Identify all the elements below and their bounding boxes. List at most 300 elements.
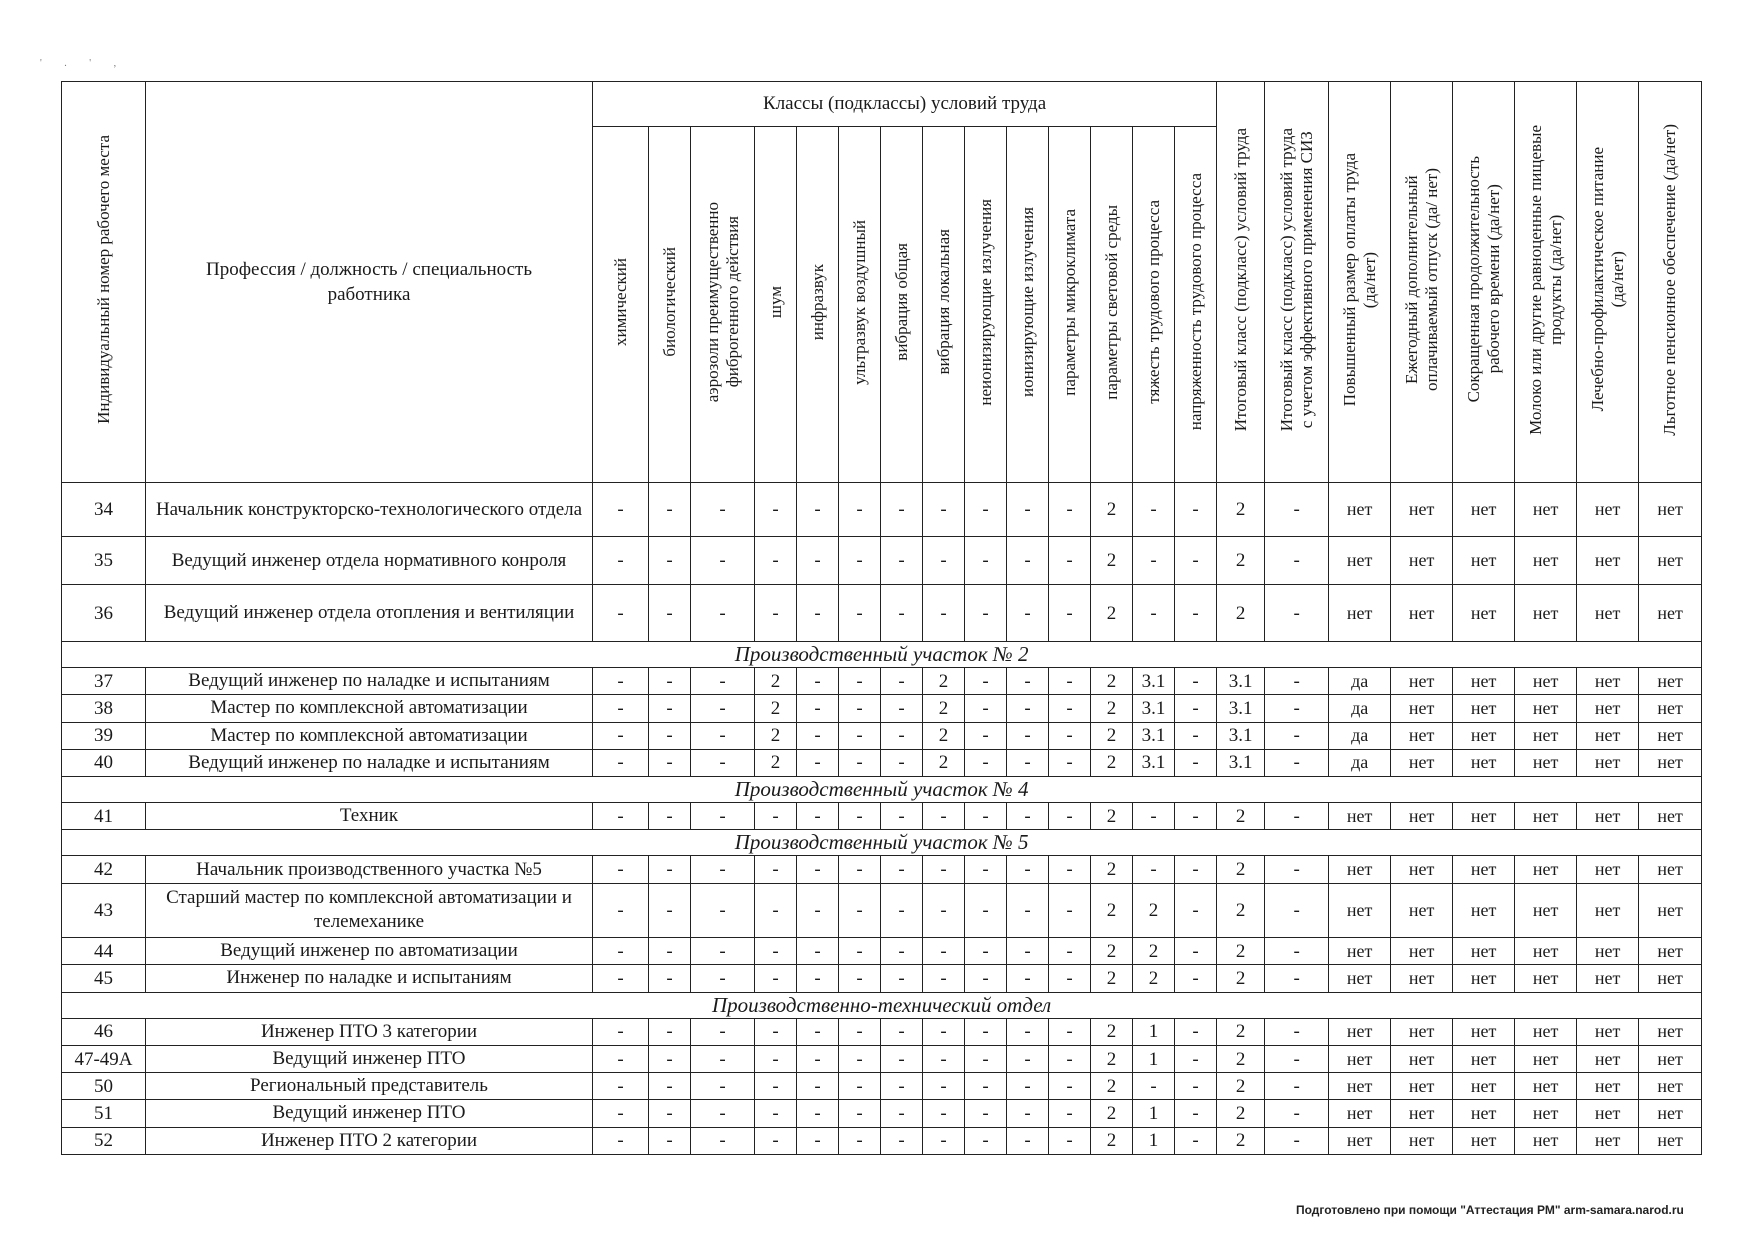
section-title: Производственный участок № 4: [62, 777, 1702, 803]
factor-class-cell: -: [965, 695, 1007, 722]
guarantee-cell: нет: [1577, 883, 1639, 937]
factor-class-cell: -: [923, 803, 965, 830]
row-number: 46: [62, 1018, 146, 1045]
factor-class-cell: 3.1: [1133, 722, 1175, 749]
total-siz-cell: -: [1265, 803, 1329, 830]
header-profession: Профессия / должность / специальность работника: [146, 82, 593, 483]
header-factor-12: тяжесть трудового процесса: [1133, 127, 1175, 483]
factor-class-cell: -: [923, 856, 965, 883]
factor-class-cell: 2: [755, 749, 797, 776]
factor-class-cell: -: [649, 938, 691, 965]
guarantee-cell: да: [1329, 695, 1391, 722]
factor-class-cell: -: [755, 883, 797, 937]
total-siz-cell: -: [1265, 938, 1329, 965]
row-profession: Региональный представитель: [146, 1073, 593, 1100]
factor-class-cell: -: [1133, 537, 1175, 585]
guarantee-cell: нет: [1639, 668, 1702, 695]
total-siz-cell: -: [1265, 883, 1329, 937]
row-profession: Мастер по комплексной автоматизации: [146, 722, 593, 749]
guarantee-cell: нет: [1453, 483, 1515, 537]
factor-class-cell: -: [923, 537, 965, 585]
factor-class-cell: -: [923, 938, 965, 965]
factor-class-cell: -: [593, 722, 649, 749]
factor-class-cell: -: [1175, 695, 1217, 722]
guarantee-cell: нет: [1391, 965, 1453, 992]
table-row: [62, 722, 1702, 749]
factor-class-cell: -: [839, 1045, 881, 1072]
guarantee-cell: нет: [1639, 803, 1702, 830]
total-siz-cell: -: [1265, 585, 1329, 642]
factor-class-cell: -: [593, 695, 649, 722]
guarantee-cell: да: [1329, 749, 1391, 776]
factor-class-cell: -: [1049, 965, 1091, 992]
factor-class-cell: -: [593, 749, 649, 776]
header-factor-11: параметры световой среды: [1091, 127, 1133, 483]
guarantee-cell: нет: [1515, 1045, 1577, 1072]
guarantee-cell: нет: [1639, 1127, 1702, 1154]
header-classes-group: Классы (подклассы) условий труда: [593, 82, 1217, 127]
factor-class-cell: -: [691, 965, 755, 992]
total-class-cell: 2: [1217, 803, 1265, 830]
factor-class-cell: -: [1175, 1073, 1217, 1100]
guarantee-cell: нет: [1577, 695, 1639, 722]
factor-class-cell: -: [1007, 585, 1049, 642]
guarantee-cell: нет: [1515, 537, 1577, 585]
guarantee-cell: нет: [1453, 938, 1515, 965]
guarantee-cell: нет: [1329, 803, 1391, 830]
factor-class-cell: -: [755, 1127, 797, 1154]
total-class-cell: 2: [1217, 938, 1265, 965]
guarantee-cell: нет: [1453, 537, 1515, 585]
factor-class-cell: -: [593, 965, 649, 992]
total-class-cell: 2: [1217, 883, 1265, 937]
factor-class-cell: -: [1007, 1127, 1049, 1154]
guarantee-cell: нет: [1391, 856, 1453, 883]
row-profession: Инженер ПТО 2 категории: [146, 1127, 593, 1154]
factor-class-cell: -: [839, 965, 881, 992]
guarantee-cell: нет: [1391, 1073, 1453, 1100]
factor-class-cell: 2: [1133, 883, 1175, 937]
factor-class-cell: -: [881, 749, 923, 776]
guarantee-cell: нет: [1515, 749, 1577, 776]
factor-class-cell: -: [593, 1073, 649, 1100]
factor-class-cell: -: [649, 883, 691, 937]
factor-class-cell: -: [691, 483, 755, 537]
guarantee-cell: нет: [1453, 695, 1515, 722]
guarantee-cell: нет: [1639, 856, 1702, 883]
factor-class-cell: -: [1049, 883, 1091, 937]
guarantee-cell: нет: [1329, 537, 1391, 585]
row-profession: Ведущий инженер ПТО: [146, 1100, 593, 1127]
table-row: [62, 483, 1702, 537]
guarantee-cell: нет: [1577, 856, 1639, 883]
factor-class-cell: 2: [1091, 856, 1133, 883]
header-guarantee-1: Ежегодный дополнительный оплачиваемый отпуск (да/ нет): [1391, 82, 1453, 483]
total-siz-cell: -: [1265, 483, 1329, 537]
factor-class-cell: -: [593, 1018, 649, 1045]
factor-class-cell: -: [881, 883, 923, 937]
factor-class-cell: -: [1049, 1127, 1091, 1154]
factor-class-cell: -: [797, 1073, 839, 1100]
row-number: 38: [62, 695, 146, 722]
header-total-siz: Итоговый класс (подкласс) условий труда с учетом эффективного применения СИЗ: [1265, 82, 1329, 483]
header-factor-5: ультразвук воздушный: [839, 127, 881, 483]
factor-class-cell: -: [923, 1100, 965, 1127]
factor-class-cell: -: [839, 695, 881, 722]
factor-class-cell: -: [1049, 1100, 1091, 1127]
guarantee-cell: нет: [1515, 585, 1577, 642]
factor-class-cell: -: [1049, 1045, 1091, 1072]
factor-class-cell: -: [649, 1073, 691, 1100]
factor-class-cell: -: [1175, 668, 1217, 695]
factor-class-cell: -: [755, 965, 797, 992]
factor-class-cell: 2: [755, 722, 797, 749]
footer-note: Подготовлено при помощи "Аттестация РМ" arm-samara.narod.ru: [1296, 1203, 1684, 1217]
guarantee-cell: нет: [1515, 1100, 1577, 1127]
factor-class-cell: -: [1049, 585, 1091, 642]
guarantee-cell: нет: [1639, 749, 1702, 776]
factor-class-cell: -: [881, 483, 923, 537]
row-number: 39: [62, 722, 146, 749]
factor-class-cell: -: [691, 585, 755, 642]
factor-class-cell: -: [923, 483, 965, 537]
guarantee-cell: нет: [1577, 722, 1639, 749]
factor-class-cell: -: [839, 668, 881, 695]
factor-class-cell: -: [839, 883, 881, 937]
guarantee-cell: нет: [1453, 668, 1515, 695]
table-row: [62, 1073, 1702, 1100]
factor-class-cell: -: [1175, 803, 1217, 830]
guarantee-cell: да: [1329, 722, 1391, 749]
factor-class-cell: -: [839, 1018, 881, 1045]
factor-class-cell: -: [1175, 1018, 1217, 1045]
factor-class-cell: -: [593, 1100, 649, 1127]
factor-class-cell: -: [965, 537, 1007, 585]
factor-class-cell: 2: [1091, 1018, 1133, 1045]
scan-marks: ' . ' ,: [40, 58, 127, 69]
factor-class-cell: -: [923, 585, 965, 642]
guarantee-cell: нет: [1577, 668, 1639, 695]
factor-class-cell: -: [881, 537, 923, 585]
guarantee-cell: нет: [1453, 749, 1515, 776]
factor-class-cell: -: [1175, 883, 1217, 937]
working-conditions-table: [61, 81, 1702, 1155]
guarantee-cell: нет: [1391, 749, 1453, 776]
guarantee-cell: нет: [1391, 483, 1453, 537]
total-class-cell: 2: [1217, 483, 1265, 537]
factor-class-cell: -: [1175, 749, 1217, 776]
factor-class-cell: -: [593, 585, 649, 642]
factor-class-cell: -: [649, 585, 691, 642]
guarantee-cell: да: [1329, 668, 1391, 695]
factor-class-cell: -: [755, 585, 797, 642]
guarantee-cell: нет: [1639, 938, 1702, 965]
guarantee-cell: нет: [1577, 1045, 1639, 1072]
factor-class-cell: 2: [1133, 938, 1175, 965]
guarantee-cell: нет: [1577, 1100, 1639, 1127]
factor-class-cell: -: [965, 668, 1007, 695]
factor-class-cell: -: [1175, 965, 1217, 992]
total-siz-cell: -: [1265, 1045, 1329, 1072]
factor-class-cell: -: [1007, 668, 1049, 695]
guarantee-cell: нет: [1391, 585, 1453, 642]
factor-class-cell: -: [593, 483, 649, 537]
factor-class-cell: -: [965, 883, 1007, 937]
row-number: 40: [62, 749, 146, 776]
total-siz-cell: -: [1265, 1073, 1329, 1100]
total-class-cell: 2: [1217, 1018, 1265, 1045]
guarantee-cell: нет: [1639, 883, 1702, 937]
header-factor-2: аэрозоли преимущественно фиброгенного действия: [691, 127, 755, 483]
factor-class-cell: -: [755, 803, 797, 830]
factor-class-cell: 2: [1091, 483, 1133, 537]
factor-class-cell: -: [1175, 856, 1217, 883]
guarantee-cell: нет: [1577, 938, 1639, 965]
factor-class-cell: -: [755, 1073, 797, 1100]
factor-class-cell: -: [881, 1127, 923, 1154]
factor-class-cell: -: [1133, 803, 1175, 830]
guarantee-cell: нет: [1391, 537, 1453, 585]
header-factor-13: напряженность трудового процесса: [1175, 127, 1217, 483]
factor-class-cell: -: [881, 1100, 923, 1127]
guarantee-cell: нет: [1329, 1045, 1391, 1072]
factor-class-cell: -: [1007, 856, 1049, 883]
total-siz-cell: -: [1265, 1100, 1329, 1127]
factor-class-cell: -: [797, 722, 839, 749]
factor-class-cell: -: [1007, 1045, 1049, 1072]
factor-class-cell: -: [881, 1045, 923, 1072]
guarantee-cell: нет: [1329, 585, 1391, 642]
factor-class-cell: -: [1007, 749, 1049, 776]
factor-class-cell: -: [1133, 585, 1175, 642]
total-class-cell: 2: [1217, 1127, 1265, 1154]
factor-class-cell: -: [691, 749, 755, 776]
factor-class-cell: -: [797, 1018, 839, 1045]
factor-class-cell: -: [965, 749, 1007, 776]
factor-class-cell: -: [755, 1018, 797, 1045]
factor-class-cell: -: [797, 695, 839, 722]
factor-class-cell: -: [1007, 695, 1049, 722]
factor-class-cell: -: [691, 1100, 755, 1127]
row-profession: Начальник конструкторско-технологического отдела: [146, 483, 593, 537]
total-class-cell: 3.1: [1217, 722, 1265, 749]
total-siz-cell: -: [1265, 856, 1329, 883]
guarantee-cell: нет: [1329, 1127, 1391, 1154]
factor-class-cell: -: [691, 1073, 755, 1100]
factor-class-cell: -: [1007, 1073, 1049, 1100]
factor-class-cell: -: [1133, 1073, 1175, 1100]
section-row: [62, 777, 1702, 803]
row-number: 51: [62, 1100, 146, 1127]
guarantee-cell: нет: [1391, 1018, 1453, 1045]
header-factor-1: биологический: [649, 127, 691, 483]
factor-class-cell: -: [1007, 1018, 1049, 1045]
table-row: [62, 749, 1702, 776]
row-number: 35: [62, 537, 146, 585]
row-number: 44: [62, 938, 146, 965]
factor-class-cell: -: [839, 483, 881, 537]
total-siz-cell: -: [1265, 668, 1329, 695]
row-number: 45: [62, 965, 146, 992]
guarantee-cell: нет: [1639, 1018, 1702, 1045]
factor-class-cell: 2: [923, 695, 965, 722]
factor-class-cell: -: [797, 1100, 839, 1127]
factor-class-cell: -: [1175, 585, 1217, 642]
factor-class-cell: -: [839, 537, 881, 585]
header-factor-10: параметры микроклимата: [1049, 127, 1091, 483]
section-row: [62, 830, 1702, 856]
factor-class-cell: 2: [1091, 883, 1133, 937]
row-profession: Ведущий инженер по наладке и испытаниям: [146, 668, 593, 695]
guarantee-cell: нет: [1391, 668, 1453, 695]
factor-class-cell: 1: [1133, 1127, 1175, 1154]
row-number: 47-49А: [62, 1045, 146, 1072]
factor-class-cell: -: [839, 1073, 881, 1100]
guarantee-cell: нет: [1453, 1100, 1515, 1127]
guarantee-cell: нет: [1329, 883, 1391, 937]
table-row: [62, 537, 1702, 585]
header-factor-6: вибрация общая: [881, 127, 923, 483]
table-row: [62, 1100, 1702, 1127]
factor-class-cell: -: [965, 483, 1007, 537]
factor-class-cell: 3.1: [1133, 749, 1175, 776]
guarantee-cell: нет: [1453, 722, 1515, 749]
factor-class-cell: -: [881, 938, 923, 965]
guarantee-cell: нет: [1515, 722, 1577, 749]
guarantee-cell: нет: [1329, 856, 1391, 883]
factor-class-cell: 2: [1091, 722, 1133, 749]
header-factor-0: химический: [593, 127, 649, 483]
section-title: Производственно-технический отдел: [62, 992, 1702, 1018]
factor-class-cell: -: [965, 938, 1007, 965]
header-guarantee-4: Лечебно-профилактическое питание (да/нет): [1577, 82, 1639, 483]
factor-class-cell: -: [1049, 668, 1091, 695]
factor-class-cell: -: [965, 722, 1007, 749]
table-row: [62, 585, 1702, 642]
factor-class-cell: 2: [755, 695, 797, 722]
section-row: [62, 992, 1702, 1018]
guarantee-cell: нет: [1639, 537, 1702, 585]
factor-class-cell: 2: [1091, 695, 1133, 722]
factor-class-cell: -: [691, 803, 755, 830]
factor-class-cell: -: [1049, 722, 1091, 749]
factor-class-cell: 2: [1091, 668, 1133, 695]
factor-class-cell: -: [881, 856, 923, 883]
factor-class-cell: -: [593, 1127, 649, 1154]
guarantee-cell: нет: [1515, 938, 1577, 965]
factor-class-cell: 2: [1091, 938, 1133, 965]
guarantee-cell: нет: [1515, 965, 1577, 992]
table-row: [62, 938, 1702, 965]
factor-class-cell: -: [1049, 1073, 1091, 1100]
factor-class-cell: 3.1: [1133, 695, 1175, 722]
row-number: 52: [62, 1127, 146, 1154]
factor-class-cell: -: [1175, 483, 1217, 537]
factor-class-cell: -: [691, 722, 755, 749]
table-row: [62, 883, 1702, 937]
section-row: [62, 642, 1702, 668]
factor-class-cell: -: [1007, 537, 1049, 585]
factor-class-cell: -: [965, 1073, 1007, 1100]
table-row: [62, 1127, 1702, 1154]
factor-class-cell: -: [965, 1127, 1007, 1154]
guarantee-cell: нет: [1639, 1100, 1702, 1127]
factor-class-cell: -: [839, 803, 881, 830]
factor-class-cell: -: [965, 965, 1007, 992]
header-factor-9: ионизирующие излучения: [1007, 127, 1049, 483]
factor-class-cell: -: [691, 695, 755, 722]
guarantee-cell: нет: [1515, 883, 1577, 937]
factor-class-cell: -: [1007, 483, 1049, 537]
row-profession: Ведущий инженер ПТО: [146, 1045, 593, 1072]
factor-class-cell: -: [649, 749, 691, 776]
factor-class-cell: -: [881, 803, 923, 830]
guarantee-cell: нет: [1639, 1073, 1702, 1100]
factor-class-cell: -: [797, 965, 839, 992]
guarantee-cell: нет: [1577, 1018, 1639, 1045]
factor-class-cell: -: [1049, 938, 1091, 965]
guarantee-cell: нет: [1515, 803, 1577, 830]
guarantee-cell: нет: [1639, 695, 1702, 722]
factor-class-cell: -: [1175, 1045, 1217, 1072]
factor-class-cell: 2: [1133, 965, 1175, 992]
header-num: Индивидуальный номер рабочего места: [62, 82, 146, 483]
factor-class-cell: -: [839, 856, 881, 883]
guarantee-cell: нет: [1453, 1127, 1515, 1154]
factor-class-cell: -: [1049, 1018, 1091, 1045]
guarantee-cell: нет: [1515, 1073, 1577, 1100]
guarantee-cell: нет: [1515, 483, 1577, 537]
factor-class-cell: 2: [1091, 965, 1133, 992]
total-siz-cell: -: [1265, 749, 1329, 776]
factor-class-cell: -: [691, 537, 755, 585]
factor-class-cell: -: [965, 856, 1007, 883]
factor-class-cell: -: [965, 1045, 1007, 1072]
row-profession: Начальник производственного участка №5: [146, 856, 593, 883]
guarantee-cell: нет: [1453, 1073, 1515, 1100]
guarantee-cell: нет: [1329, 1018, 1391, 1045]
table-row: [62, 965, 1702, 992]
guarantee-cell: нет: [1329, 1073, 1391, 1100]
factor-class-cell: -: [839, 938, 881, 965]
factor-class-cell: -: [923, 965, 965, 992]
factor-class-cell: -: [797, 1127, 839, 1154]
factor-class-cell: -: [1049, 695, 1091, 722]
factor-class-cell: -: [923, 883, 965, 937]
total-class-cell: 2: [1217, 1100, 1265, 1127]
header-factor-7: вибрация локальная: [923, 127, 965, 483]
guarantee-cell: нет: [1515, 856, 1577, 883]
factor-class-cell: -: [593, 1045, 649, 1072]
factor-class-cell: -: [839, 722, 881, 749]
factor-class-cell: -: [797, 585, 839, 642]
total-siz-cell: -: [1265, 695, 1329, 722]
guarantee-cell: нет: [1577, 483, 1639, 537]
guarantee-cell: нет: [1329, 938, 1391, 965]
factor-class-cell: -: [649, 1127, 691, 1154]
factor-class-cell: -: [1175, 722, 1217, 749]
guarantee-cell: нет: [1391, 695, 1453, 722]
guarantee-cell: нет: [1577, 1073, 1639, 1100]
guarantee-cell: нет: [1577, 749, 1639, 776]
factor-class-cell: -: [839, 749, 881, 776]
total-class-cell: 2: [1217, 585, 1265, 642]
factor-class-cell: -: [923, 1018, 965, 1045]
factor-class-cell: 2: [755, 668, 797, 695]
factor-class-cell: -: [593, 883, 649, 937]
guarantee-cell: нет: [1453, 585, 1515, 642]
section-title: Производственный участок № 2: [62, 642, 1702, 668]
